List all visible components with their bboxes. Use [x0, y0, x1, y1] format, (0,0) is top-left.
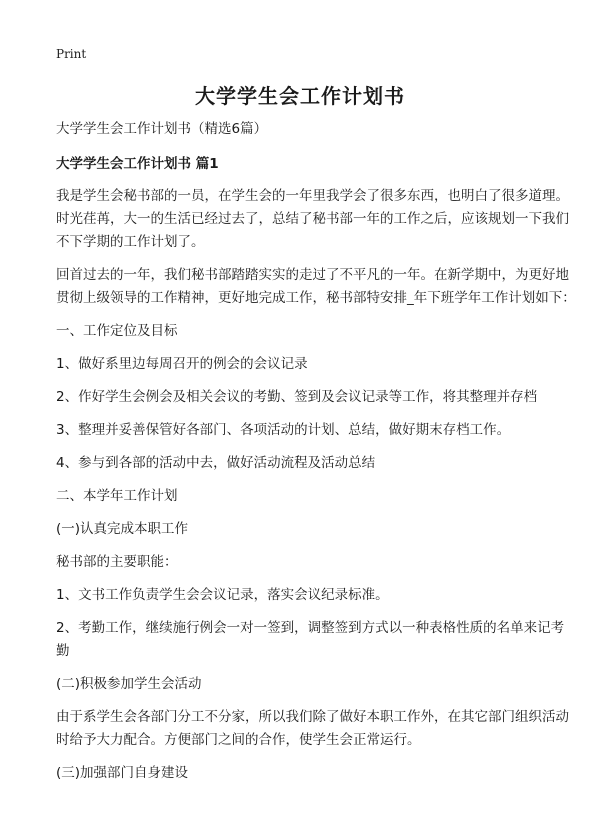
- section-title: 大学学生会工作计划书 篇1: [56, 156, 219, 172]
- page-title: 大学学生会工作计划书: [195, 84, 405, 108]
- paragraph-heading: 一、工作定位及目标: [56, 323, 178, 339]
- list-item: 2、作好学生会例会及相关会议的考勤、签到及会议记录等工作，将其整理并存档: [56, 389, 538, 405]
- paragraph-heading: (三)加强部门自身建设: [56, 765, 189, 781]
- paragraph-heading: (二)积极参加学生会活动: [56, 676, 202, 692]
- paragraph-heading: 二、本学年工作计划: [56, 488, 178, 504]
- document-subtitle: 大学学生会工作计划书（精选6篇）: [56, 121, 268, 137]
- paragraph-heading: (一)认真完成本职工作: [56, 521, 189, 537]
- list-item: 1、做好系里边每周召开的例会的会议记录: [56, 356, 308, 372]
- list-item: 3、整理并妥善保管好各部门、各项活动的计划、总结，做好期末存档工作。: [56, 422, 511, 438]
- list-item: 2、考勤工作，继续施行例会一对一签到，调整签到方式以一种表格性质的名单来记考勤: [56, 620, 565, 659]
- paragraph: 由于系学生会各部门分工不分家，所以我们除了做好本职工作外，在其它部门组织活动时给予大力配合。方便部门之间的合作，使学生会正常运行。: [56, 709, 569, 748]
- paragraph: 秘书部的主要职能：: [56, 554, 178, 570]
- list-item: 4、参与到各部的活动中去，做好活动流程及活动总结: [56, 455, 376, 471]
- paragraph: 我是学生会秘书部的一员，在学生会的一年里我学会了很多东西，也明白了很多道理。时光荏苒，大一的生活已经过去了，总结了秘书部一年的工作之后，应该规划一下我们不下学期的工作计划了。: [56, 188, 569, 250]
- document-body: [56, 118, 576, 795]
- print-link[interactable]: Print: [56, 47, 87, 61]
- list-item: 1、文书工作负责学生会会议记录，落实会议纪录标准。: [56, 587, 389, 603]
- paragraph: 回首过去的一年，我们秘书部踏踏实实的走过了不平凡的一年。在新学期中，为更好地贯彻上级领导的工作精神，更好地完成工作，秘书部特安排_年下班学年工作计划如下：: [56, 267, 576, 306]
